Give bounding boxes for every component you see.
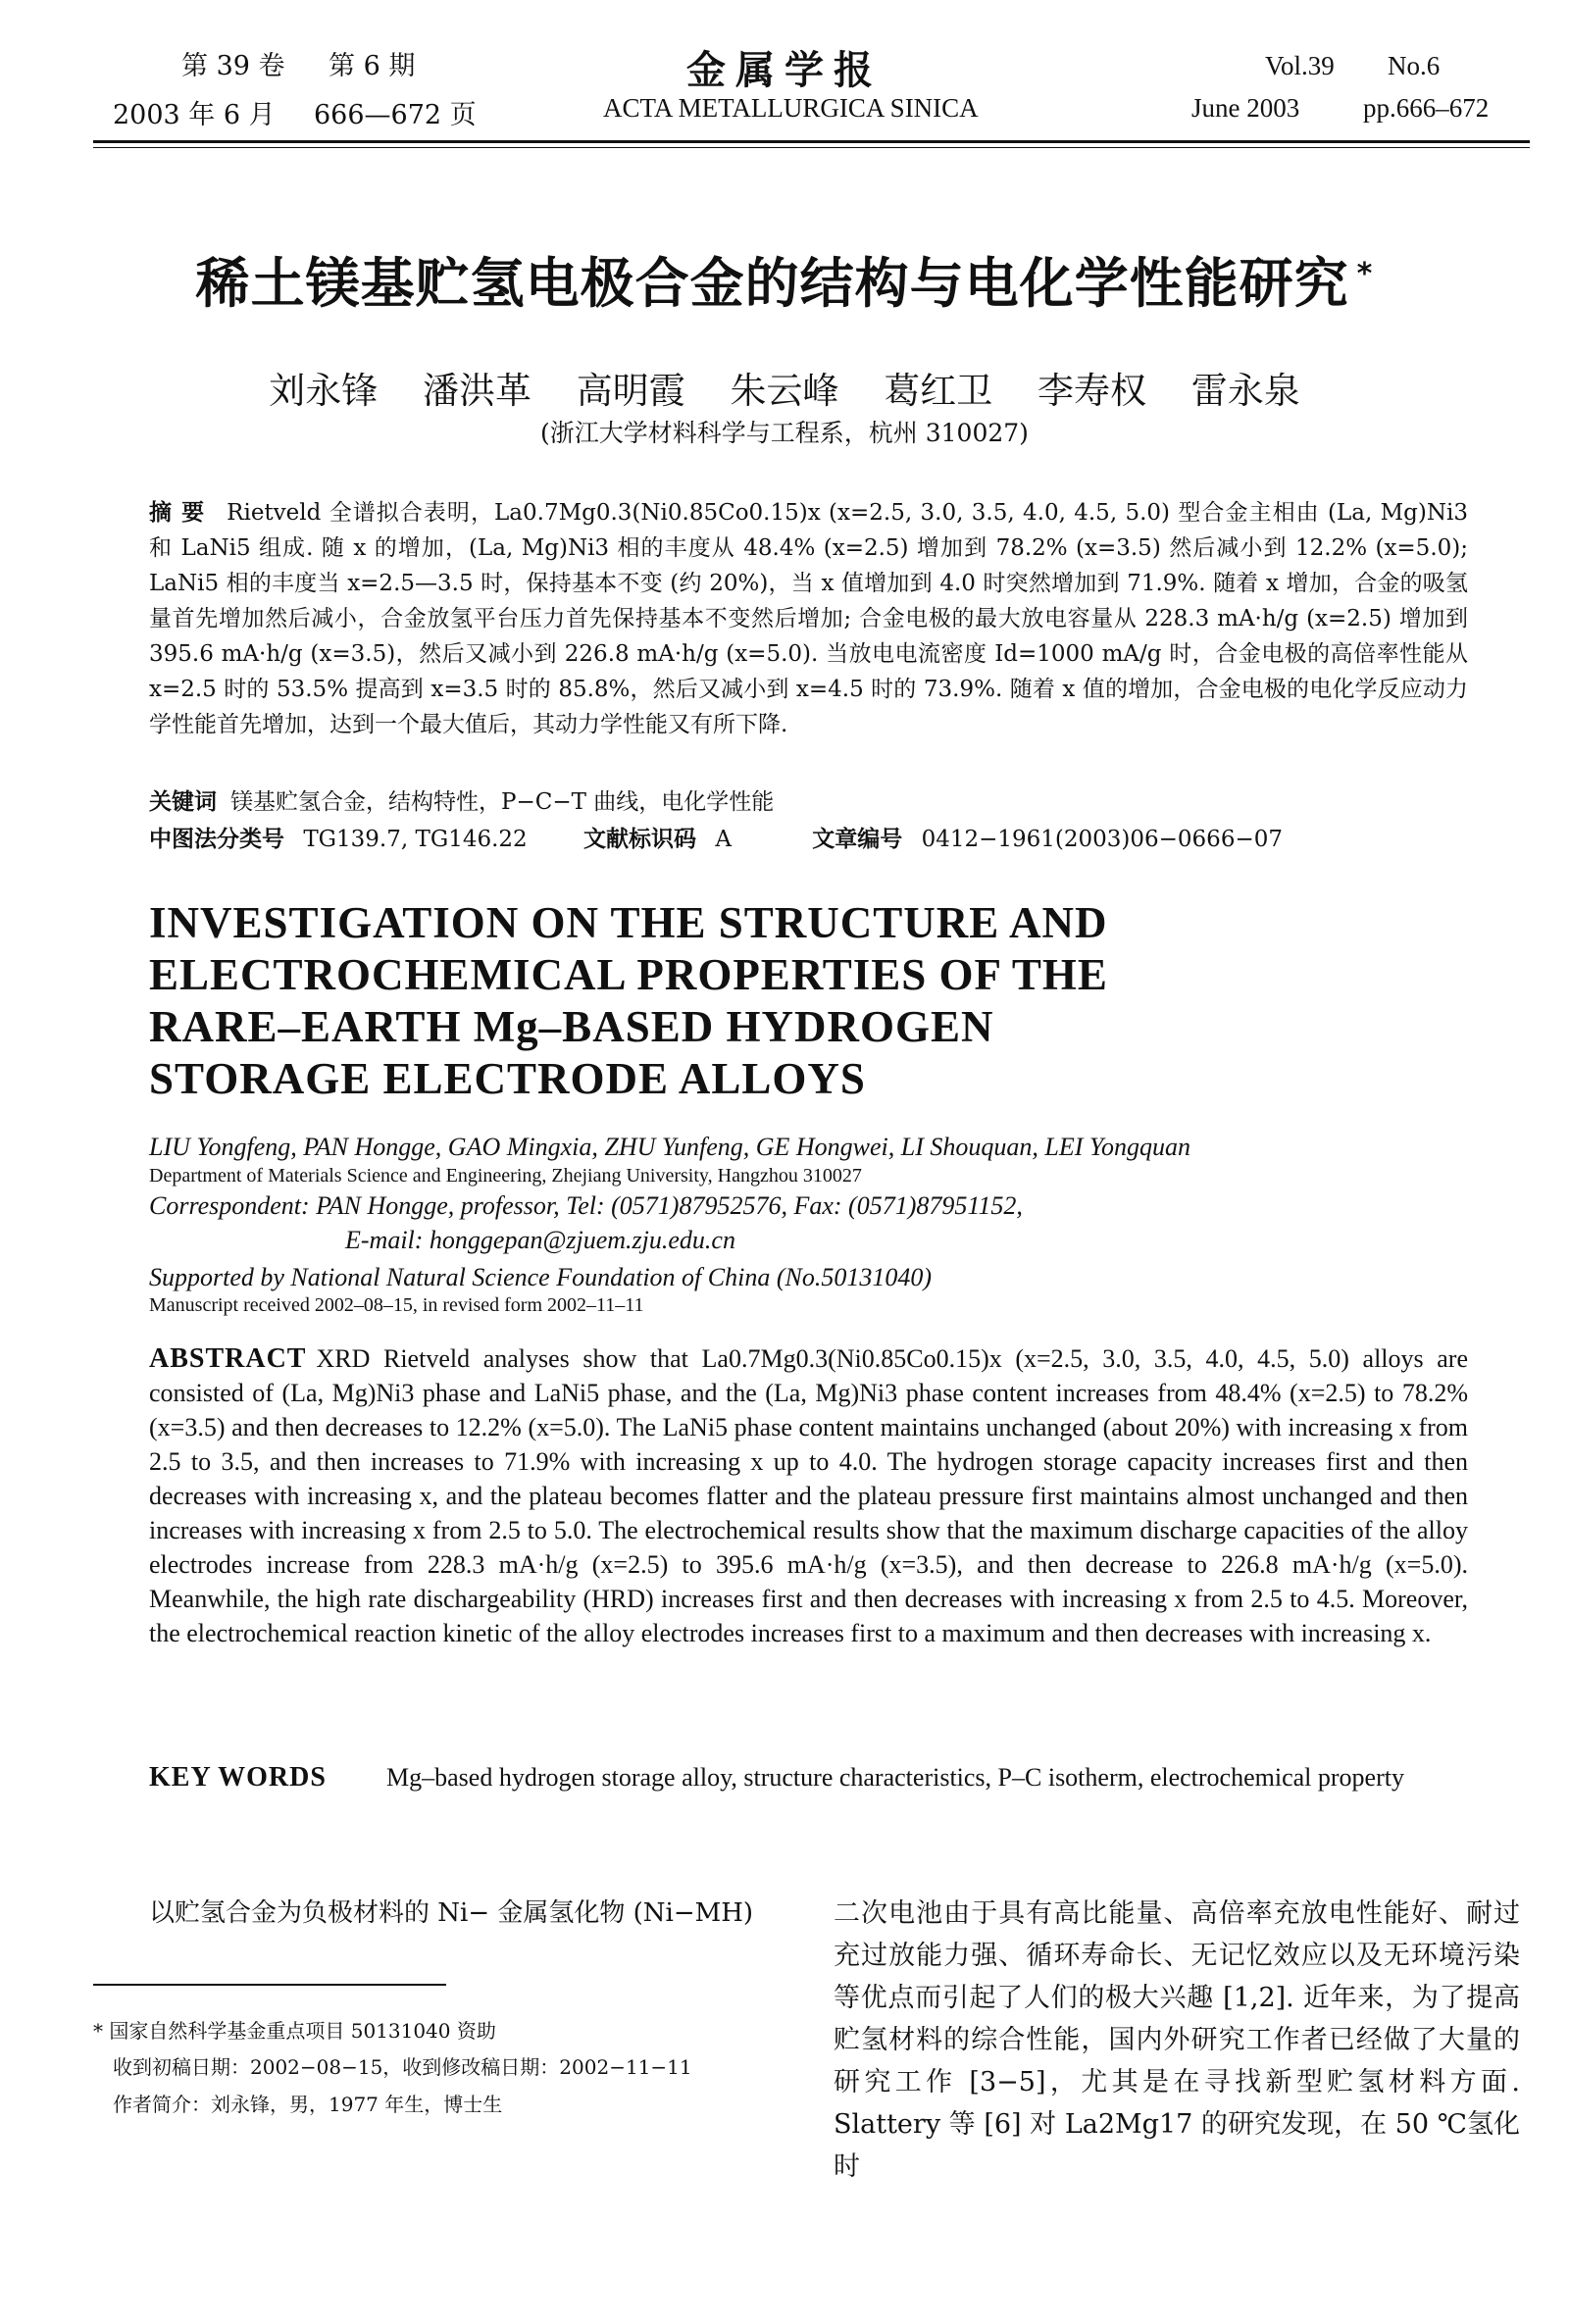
title-en-line: RARE–EARTH Mg–BASED HYDROGEN [149, 1002, 994, 1051]
keywords-cn-label: 关键词 [149, 789, 217, 815]
abstract-en [149, 1341, 1468, 1650]
article-id-label: 文章编号 [812, 827, 903, 852]
title-cn-text: 稀土镁基贮氢电极合金的结构与电化学性能研究 [195, 252, 1349, 315]
footnote-author-bio: 作者简介：刘永锋，男，1977 年生，博士生 [113, 2093, 503, 2116]
affiliation-cn: (浙江大学材料科学与工程系，杭州 310027) [540, 419, 1029, 447]
title-footnote-mark: * [1356, 256, 1374, 291]
paper-title-cn [0, 240, 1569, 318]
date-en: June 2003 [1191, 93, 1300, 123]
keywords-en-text: Mg–based hydrogen storage alloy, structure characteristics, P–C isotherm, electrochemical property [386, 1763, 1404, 1792]
abstract-en-label: ABSTRACT [149, 1343, 307, 1374]
title-en-line: ELECTROCHEMICAL PROPERTIES OF THE [149, 950, 1108, 999]
footnote-funding: * 国家自然科学基金重点项目 50131040 资助 [93, 2019, 496, 2043]
body-right-column: 二次电池由于具有高比能量、高倍率充放电性能好、耐过充过放能力强、循环寿命长、无记忆效应以及无环境污染等优点而引起了人们的极大兴趣 [1,2]. 近年来，为了提高贮氢材料的综合性能，国内外研究工作者已经做了大量的研究工作 [3−5]，尤其是在寻找新型贮氢材料方面. Slattery 等 [6] 对 La2Mg17 的研究发现，在 50 ℃氢化时 [834, 1898, 1520, 2182]
keywords-cn [149, 784, 1468, 820]
header-rule-thick [93, 140, 1530, 143]
authors-cn: 刘永锋 潘洪革 高明霞 朱云峰 葛红卫 李寿权 雷永泉 [269, 370, 1300, 412]
abstract-cn-text: Rietveld 全谱拟合表明，La0.7Mg0.3(Ni0.85Co0.15)x (x=2.5, 3.0, 3.5, 4.0, 4.5, 5.0) 型合金主相由 (La, Mg)Ni3 和 LaNi5 组成. 随 x 的增加，(La, Mg)Ni3 相的丰度从 48.4% (x=2.5) 增加到 78.2% (x=3.5) 然后减小到 12.2% (x=5.0); LaNi5 相的丰度当 x=2.5—3.5 时，保持基本不变 (约 20%)，当 x 值增加到 4.0 时突然增加到 71.9%. 随着 x 增加，合金的吸氢量首先增加然后减小，合金放氢平台压力首先保持基本不变然后增加; 合金电极的最大放电容量从 228.3 mA·h/g (x=2.5) 增加到 395.6 mA·h/g (x=3.5)，然后又减小到 226.8 mA·h/g (x=5.0). 当放电电流密度 Id=1000 mA/g 时，合金电极的高倍率性能从 x=2.5 时的 53.5% 提高到 x=3.5 时的 85.8%，然后又减小到 x=4.5 时的 73.9%. 随着 x 值的增加，合金电极的电化学反应动力学性能首先增加，达到一个最大值后，其动力学性能又有所下降. [149, 500, 1469, 737]
pages-en: pp.666–672 [1363, 93, 1490, 123]
keywords-cn-text: 镁基贮氢合金，结构特性，P−C−T 曲线，电化学性能 [230, 789, 775, 815]
volume-cn: 第 39 卷 [181, 51, 285, 81]
abstract-cn [149, 495, 1468, 742]
abstract-en-text: XRD Rietveld analyses show that La0.7Mg0.3(Ni0.85Co0.15)x (x=2.5, 3.0, 3.5, 4.0, 4.5, 5.0) alloys are consisted of (La, Mg)Ni3 phase and LaNi5 phase, and the (La, Mg)Ni3 phase content increases from 48.4% (x=2.5) to 78.2% (x=3.5) and then decreases to 12.2% (x=5.0). The LaNi5 phase content maintains unchanged (about 20%) with increasing x from 2.5 to 3.5, and then increases to 71.9% with increasing x up to 4.0. The hydrogen storage capacity increases first and then decreases with increasing x, and the plateau becomes flatter and the plateau pressure first maintains almost unchanged and then increases with increasing x from 2.5 to 5.0. The electrochemical results show that the maximum discharge capacities of the alloy electrodes increase from 228.3 mA·h/g (x=2.5) to 395.6 mA·h/g (x=3.5), and then decrease to 226.8 mA·h/g (x=5.0). Meanwhile, the high rate dischargeability (HRD) increases first and then decreases with increasing x from 2.5 to 4.5. Moreover, the electrochemical reaction kinetic of the alloy electrodes increases first to a maximum and then decreases with increasing x. [149, 1344, 1468, 1647]
clc-value: TG139.7, TG146.22 [303, 827, 528, 852]
journal-name-en: ACTA METALLURGICA SINICA [603, 93, 979, 123]
clc-label: 中图法分类号 [149, 827, 284, 852]
date-cn: 2003 年 6 月 [113, 100, 276, 130]
title-en-line: STORAGE ELECTRODE ALLOYS [149, 1054, 866, 1103]
article-id-value: 0412−1961(2003)06−0666−07 [921, 827, 1283, 852]
footnote-dates: 收到初稿日期：2002−08−15，收到修改稿日期：2002−11−11 [113, 2055, 692, 2079]
header-rule-thin [93, 147, 1530, 148]
doc-code-label: 文献标识码 [583, 827, 696, 852]
issue-en: No.6 [1388, 51, 1441, 80]
body-left-column: 以贮氢合金为负极材料的 Ni− 金属氢化物 (Ni−MH) [149, 1898, 754, 1928]
email[interactable]: E-mail: honggepan@zjuem.zju.edu.cn [345, 1226, 735, 1254]
journal-name-cn: 金属学报 [686, 47, 883, 93]
issue-cn: 第 6 期 [329, 51, 416, 81]
footnote-rule [93, 1984, 446, 1986]
keywords-en [149, 1760, 1468, 1795]
manuscript-received: Manuscript received 2002–08–15, in revised form 2002–11–11 [149, 1294, 644, 1316]
paper-title-en [149, 897, 1483, 1105]
department-en: Department of Materials Science and Engineering, Zhejiang University, Hangzhou 310027 [149, 1165, 862, 1187]
authors-en: LIU Yongfeng, PAN Hongge, GAO Mingxia, ZHU Yunfeng, GE Hongwei, LI Shouquan, LEI Yongquan [149, 1133, 1190, 1161]
keywords-en-label: KEY WORDS [149, 1762, 327, 1793]
abstract-cn-label: 摘 要 [149, 500, 206, 526]
title-en-line: INVESTIGATION ON THE STRUCTURE AND [149, 898, 1108, 947]
pages-cn: 666—672 页 [314, 100, 477, 130]
volume-en: Vol.39 [1265, 51, 1335, 80]
funding-note: Supported by National Natural Science Foundation of China (No.50131040) [149, 1263, 933, 1291]
correspondent: Correspondent: PAN Hongge, professor, Tel: (0571)87952576, Fax: (0571)87951152, [149, 1191, 1023, 1220]
classification-line [149, 822, 1468, 857]
doc-code-value: A [715, 827, 732, 852]
